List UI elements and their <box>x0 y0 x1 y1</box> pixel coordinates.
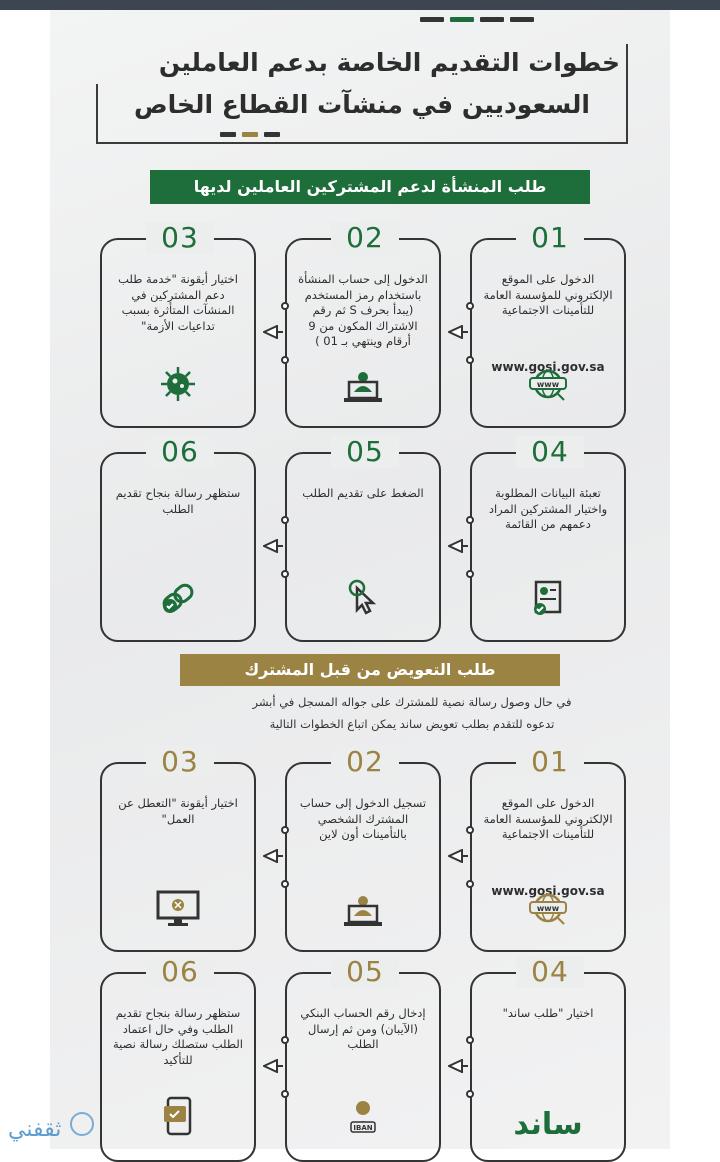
step-card-05 <box>285 435 441 642</box>
connector-dot <box>281 302 289 310</box>
connector-dot <box>466 1090 474 1098</box>
laptop-user-icon <box>341 892 385 932</box>
gosi-url: www.gosi.gov.sa <box>491 360 605 374</box>
svg-text:IBAN: IBAN <box>353 1124 373 1132</box>
connector-dot <box>466 1036 474 1044</box>
step-card-06 <box>100 955 256 1162</box>
step-text: ستظهر رسالة بنجاح تقديم الطلب <box>115 486 241 516</box>
connector-dot <box>281 1036 289 1044</box>
step-card-02 <box>285 221 441 428</box>
connector-dot <box>281 826 289 834</box>
success-link-icon <box>156 578 200 622</box>
page-title-line1: خطوات التقديم الخاصة بدعم العاملين <box>158 48 620 77</box>
connector-dot <box>281 516 289 524</box>
step-arrow-icon <box>448 1058 468 1072</box>
connector-dot <box>281 880 289 888</box>
watermark-text: ثقفني <box>8 1117 62 1142</box>
watermark-logo <box>0 1106 100 1146</box>
header-pips <box>420 17 534 22</box>
step-text: الدخول على الموقع الإلكتروني للمؤسسة العامة للتأمينات الاجتماعية <box>483 796 613 841</box>
step-text: اختيار أيقونة "التعطل عن العمل" <box>118 796 238 826</box>
step-text: الدخول إلى حساب المنشأة باستخدام رمز المستخدم (يبدأ بحرف S ثم رقم الاشتراك المكون من 9 أرقام وينتهي بـ 01 ) <box>298 272 428 348</box>
step-number: 04 <box>516 956 584 988</box>
step-arrow-icon <box>448 538 468 552</box>
section2-intro-line2: تدعوه للتقدم بطلب تعويض ساند يمكن اتباع الخطوات التالية <box>269 717 555 731</box>
step-card-01 <box>470 745 626 952</box>
www-globe-icon <box>526 892 570 932</box>
monitor-x-icon <box>154 888 202 932</box>
step-text: إدخال رقم الحساب البنكي (الآيبان) ومن ثم إرسال الطلب <box>300 1006 426 1051</box>
connector-dot <box>281 570 289 578</box>
step-text: اختيار "طلب ساند" <box>502 1006 594 1020</box>
step-number: 01 <box>516 746 584 778</box>
step-card-01 <box>470 221 626 428</box>
step-number: 04 <box>516 436 584 468</box>
section2-banner: طلب التعويض من قبل المشترك <box>180 654 560 686</box>
saned-logo-text: ساند <box>513 1107 583 1142</box>
title-frame-left <box>96 84 98 144</box>
laptop-user-icon <box>341 368 385 408</box>
connector-dot <box>281 1090 289 1098</box>
cursor-click-icon <box>343 578 383 622</box>
www-globe-icon <box>526 368 570 408</box>
connector-dot <box>281 356 289 364</box>
connector-dot <box>466 880 474 888</box>
step-number: 03 <box>146 222 214 254</box>
title-pips <box>220 132 280 137</box>
phone-check-icon <box>158 1094 198 1142</box>
step-number: 05 <box>331 436 399 468</box>
step-text: تعبئة البيانات المطلوبة واختيار المشتركين المراد دعمهم من القائمة <box>488 486 608 531</box>
virus-icon <box>158 364 198 408</box>
step-card-05 <box>285 955 441 1162</box>
step-text: تسجيل الدخول إلى حساب المشترك الشخصي بالتأمينات أون لاين <box>299 796 427 841</box>
step-number: 06 <box>146 436 214 468</box>
step-text: اختيار أيقونة "خدمة طلب دعم المشتركين في المنشآت المتأثرة بسبب تداعيات الأزمة" <box>118 272 238 333</box>
gosi-url: www.gosi.gov.sa <box>491 884 605 898</box>
section2-intro-line1: في حال وصول رسالة نصية للمشترك على جواله المسجل في أبشر <box>252 695 572 709</box>
step-number: 06 <box>146 956 214 988</box>
step-text: الضغط على تقديم الطلب <box>302 486 424 500</box>
step-card-04 <box>470 955 626 1162</box>
step-card-02 <box>285 745 441 952</box>
step-number: 03 <box>146 746 214 778</box>
right-margin <box>670 10 720 1149</box>
page-title-line2: السعوديين في منشآت القطاع الخاص <box>134 90 590 119</box>
step-text: ستظهر رسالة بنجاح تقديم الطلب وفي حال اعتماد الطلب ستصلك رسالة نصية للتأكيد <box>113 1006 243 1067</box>
step-card-03 <box>100 745 256 952</box>
saned-logo-icon <box>513 1107 582 1142</box>
step-number: 01 <box>516 222 584 254</box>
step-arrow-icon <box>263 1058 283 1072</box>
infographic-poster <box>50 10 670 1149</box>
step-arrow-icon <box>263 324 283 338</box>
step-arrow-icon <box>448 848 468 862</box>
step-card-06 <box>100 435 256 642</box>
top-status-bar <box>0 0 720 10</box>
step-number: 02 <box>331 222 399 254</box>
step-arrow-icon <box>263 848 283 862</box>
connector-dot <box>466 516 474 524</box>
step-number: 05 <box>331 956 399 988</box>
step-arrow-icon <box>263 538 283 552</box>
connector-dot <box>466 302 474 310</box>
step-text: الدخول على الموقع الإلكتروني للمؤسسة العامة للتأمينات الاجتماعية <box>483 272 613 317</box>
connector-dot <box>466 826 474 834</box>
svg-text:www: www <box>536 904 560 913</box>
step-card-03 <box>100 221 256 428</box>
step-card-04 <box>470 435 626 642</box>
step-number: 02 <box>331 746 399 778</box>
connector-dot <box>466 356 474 364</box>
step-arrow-icon <box>448 324 468 338</box>
connector-dot <box>466 570 474 578</box>
iban-user-icon <box>343 1098 383 1142</box>
form-check-icon <box>528 578 568 622</box>
section1-banner: طلب المنشأة لدعم المشتركين العاملين لديها <box>150 170 590 204</box>
svg-text:www: www <box>536 380 560 389</box>
